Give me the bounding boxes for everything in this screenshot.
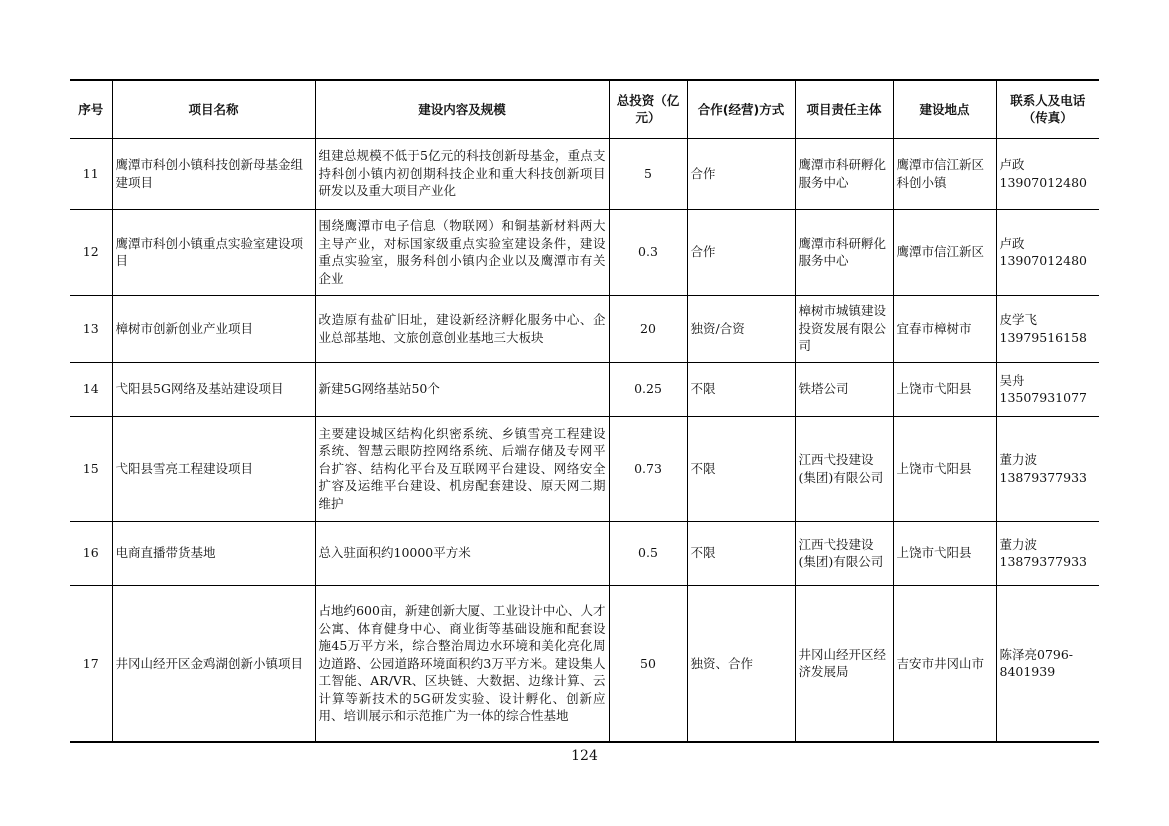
cell-contact: 吴舟 13507931077 — [996, 362, 1099, 416]
table-row — [70, 295, 1099, 362]
cell-seq: 14 — [70, 362, 112, 416]
cell-owner: 鹰潭市科研孵化服务中心 — [795, 138, 893, 209]
cell-investment: 0.25 — [609, 362, 687, 416]
cell-location: 上饶市弋阳县 — [893, 362, 996, 416]
cell-location: 宜春市樟树市 — [893, 295, 996, 362]
header-mode: 合作(经营)方式 — [687, 80, 795, 138]
cell-mode: 合作 — [687, 138, 795, 209]
cell-name: 鹰潭市科创小镇科技创新母基金组建项目 — [112, 138, 315, 209]
cell-content: 总入驻面积约10000平方米 — [315, 521, 609, 585]
cell-contact: 董力波 13879377933 — [996, 521, 1099, 585]
cell-investment: 20 — [609, 295, 687, 362]
table-row — [70, 585, 1099, 742]
table-row — [70, 521, 1099, 585]
table-row — [70, 209, 1099, 295]
cell-seq: 17 — [70, 585, 112, 742]
cell-seq: 11 — [70, 138, 112, 209]
cell-location: 上饶市弋阳县 — [893, 416, 996, 521]
page-number: 124 — [571, 748, 598, 764]
cell-name: 井冈山经开区金鸡湖创新小镇项目 — [112, 585, 315, 742]
cell-investment: 0.5 — [609, 521, 687, 585]
cell-content: 主要建设城区结构化织密系统、乡镇雪亮工程建设系统、智慧云眼防控网络系统、后端存储及专网平台扩容、结构化平台及互联网平台建设、网络安全扩容及运维平台建设、机房配套建设、原天网二期维护 — [315, 416, 609, 521]
cell-mode: 独资/合资 — [687, 295, 795, 362]
cell-owner: 江西弋投建设(集团)有限公司 — [795, 521, 893, 585]
cell-content: 新建5G网络基站50个 — [315, 362, 609, 416]
table-row — [70, 138, 1099, 209]
cell-mode: 不限 — [687, 521, 795, 585]
cell-investment: 0.73 — [609, 416, 687, 521]
cell-content: 改造原有盐矿旧址，建设新经济孵化服务中心、企业总部基地、文旅创意创业基地三大板块 — [315, 295, 609, 362]
cell-owner: 江西弋投建设(集团)有限公司 — [795, 416, 893, 521]
header-investment: 总投资（亿元） — [609, 80, 687, 138]
header-contact: 联系人及电话（传真） — [996, 80, 1099, 138]
cell-location: 鹰潭市信江新区科创小镇 — [893, 138, 996, 209]
cell-content: 占地约600亩，新建创新大厦、工业设计中心、人才公寓、体育健身中心、商业街等基础设施和配套设施45万平方米，综合整治周边水环境和美化亮化周边道路、公园道路环境面积约3万平方米。建设集人工智能、AR/VR、区块链、大数据、边缘计算、云计算等新技术的5G研发实验、设计孵化、创新应用、培训展示和示范推广为一体的综合性基地 — [315, 585, 609, 742]
header-owner: 项目责任主体 — [795, 80, 893, 138]
header-seq: 序号 — [70, 80, 112, 138]
cell-seq: 16 — [70, 521, 112, 585]
cell-contact: 卢政 13907012480 — [996, 138, 1099, 209]
cell-seq: 13 — [70, 295, 112, 362]
cell-owner: 樟树市城镇建设投资发展有限公司 — [795, 295, 893, 362]
cell-name: 鹰潭市科创小镇重点实验室建设项目 — [112, 209, 315, 295]
header-name: 项目名称 — [112, 80, 315, 138]
header-location: 建设地点 — [893, 80, 996, 138]
cell-owner: 井冈山经开区经济发展局 — [795, 585, 893, 742]
table-row — [70, 362, 1099, 416]
table-row — [70, 416, 1099, 521]
cell-owner: 鹰潭市科研孵化服务中心 — [795, 209, 893, 295]
cell-seq: 15 — [70, 416, 112, 521]
cell-mode: 不限 — [687, 416, 795, 521]
table-header-row — [70, 80, 1099, 138]
cell-name: 电商直播带货基地 — [112, 521, 315, 585]
cell-contact: 皮学飞 13979516158 — [996, 295, 1099, 362]
cell-investment: 50 — [609, 585, 687, 742]
project-table — [70, 79, 1099, 743]
header-content: 建设内容及规模 — [315, 80, 609, 138]
cell-mode: 不限 — [687, 362, 795, 416]
cell-investment: 0.3 — [609, 209, 687, 295]
cell-content: 组建总规模不低于5亿元的科技创新母基金，重点支持科创小镇内初创期科技企业和重大科技创新项目研发以及重大项目产业化 — [315, 138, 609, 209]
cell-contact: 卢政 13907012480 — [996, 209, 1099, 295]
cell-mode: 独资、合作 — [687, 585, 795, 742]
cell-name: 樟树市创新创业产业项目 — [112, 295, 315, 362]
cell-contact: 陈泽亮0796-8401939 — [996, 585, 1099, 742]
cell-location: 吉安市井冈山市 — [893, 585, 996, 742]
cell-seq: 12 — [70, 209, 112, 295]
cell-investment: 5 — [609, 138, 687, 209]
cell-location: 鹰潭市信江新区 — [893, 209, 996, 295]
cell-contact: 董力波 13879377933 — [996, 416, 1099, 521]
cell-owner: 铁塔公司 — [795, 362, 893, 416]
cell-mode: 合作 — [687, 209, 795, 295]
cell-location: 上饶市弋阳县 — [893, 521, 996, 585]
cell-name: 弋阳县5G网络及基站建设项目 — [112, 362, 315, 416]
cell-name: 弋阳县雪亮工程建设项目 — [112, 416, 315, 521]
cell-content: 围绕鹰潭市电子信息（物联网）和铜基新材料两大主导产业，对标国家级重点实验室建设条件，建设重点实验室，服务科创小镇内企业以及鹰潭市有关企业 — [315, 209, 609, 295]
